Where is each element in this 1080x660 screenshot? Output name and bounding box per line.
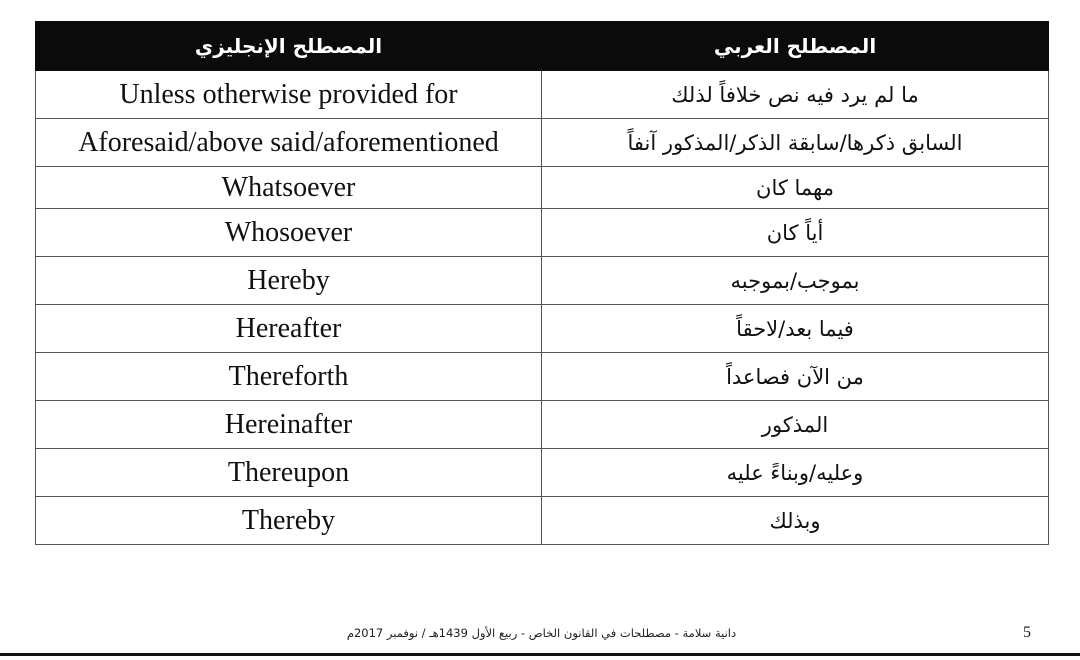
table-row [36, 353, 1049, 401]
english-term: Unless otherwise provided for [36, 71, 542, 119]
english-term: Thereupon [36, 449, 542, 497]
table-row [36, 401, 1049, 449]
table-row [36, 497, 1049, 545]
table-row [36, 209, 1049, 257]
english-term: Aforesaid/above said/aforementioned [36, 119, 542, 167]
english-term: Hereby [36, 257, 542, 305]
page-number: 5 [1023, 624, 1031, 641]
english-term-header: المصطلح الإنجليزي [36, 22, 542, 71]
table-row [36, 449, 1049, 497]
arabic-term: بموجب/بموجبه [542, 257, 1049, 305]
arabic-term: من الآن فصاعداً [542, 353, 1049, 401]
arabic-term: وعليه/وبناءً عليه [542, 449, 1049, 497]
table-header [36, 22, 1049, 71]
english-term: Hereinafter [36, 401, 542, 449]
english-term: Whosoever [36, 209, 542, 257]
page-footer [35, 624, 1048, 646]
table-row [36, 257, 1049, 305]
arabic-term: ما لم يرد فيه نص خلافاً لذلك [542, 71, 1049, 119]
english-term: Thereby [36, 497, 542, 545]
english-term: Hereafter [36, 305, 542, 353]
table-row [36, 71, 1049, 119]
arabic-term: وبذلك [542, 497, 1049, 545]
bottom-divider [0, 653, 1080, 656]
terms-table [35, 21, 1049, 545]
table-row [36, 305, 1049, 353]
english-term: Thereforth [36, 353, 542, 401]
footer-citation: دانية سلامة - مصطلحات في القانون الخاص - ربيع الأول 1439هـ / نوفمبر 2017م [346, 626, 737, 640]
english-term: Whatsoever [36, 167, 542, 209]
table-row [36, 119, 1049, 167]
table-body [36, 71, 1049, 545]
arabic-term: السابق ذكرها/سابقة الذكر/المذكور آنفاً [542, 119, 1049, 167]
arabic-term: المذكور [542, 401, 1049, 449]
arabic-term-header: المصطلح العربي [542, 22, 1049, 71]
header-row [36, 22, 1049, 71]
arabic-term: مهما كان [542, 167, 1049, 209]
arabic-term: أياً كان [542, 209, 1049, 257]
table-row [36, 167, 1049, 209]
arabic-term: فيما بعد/لاحقاً [542, 305, 1049, 353]
